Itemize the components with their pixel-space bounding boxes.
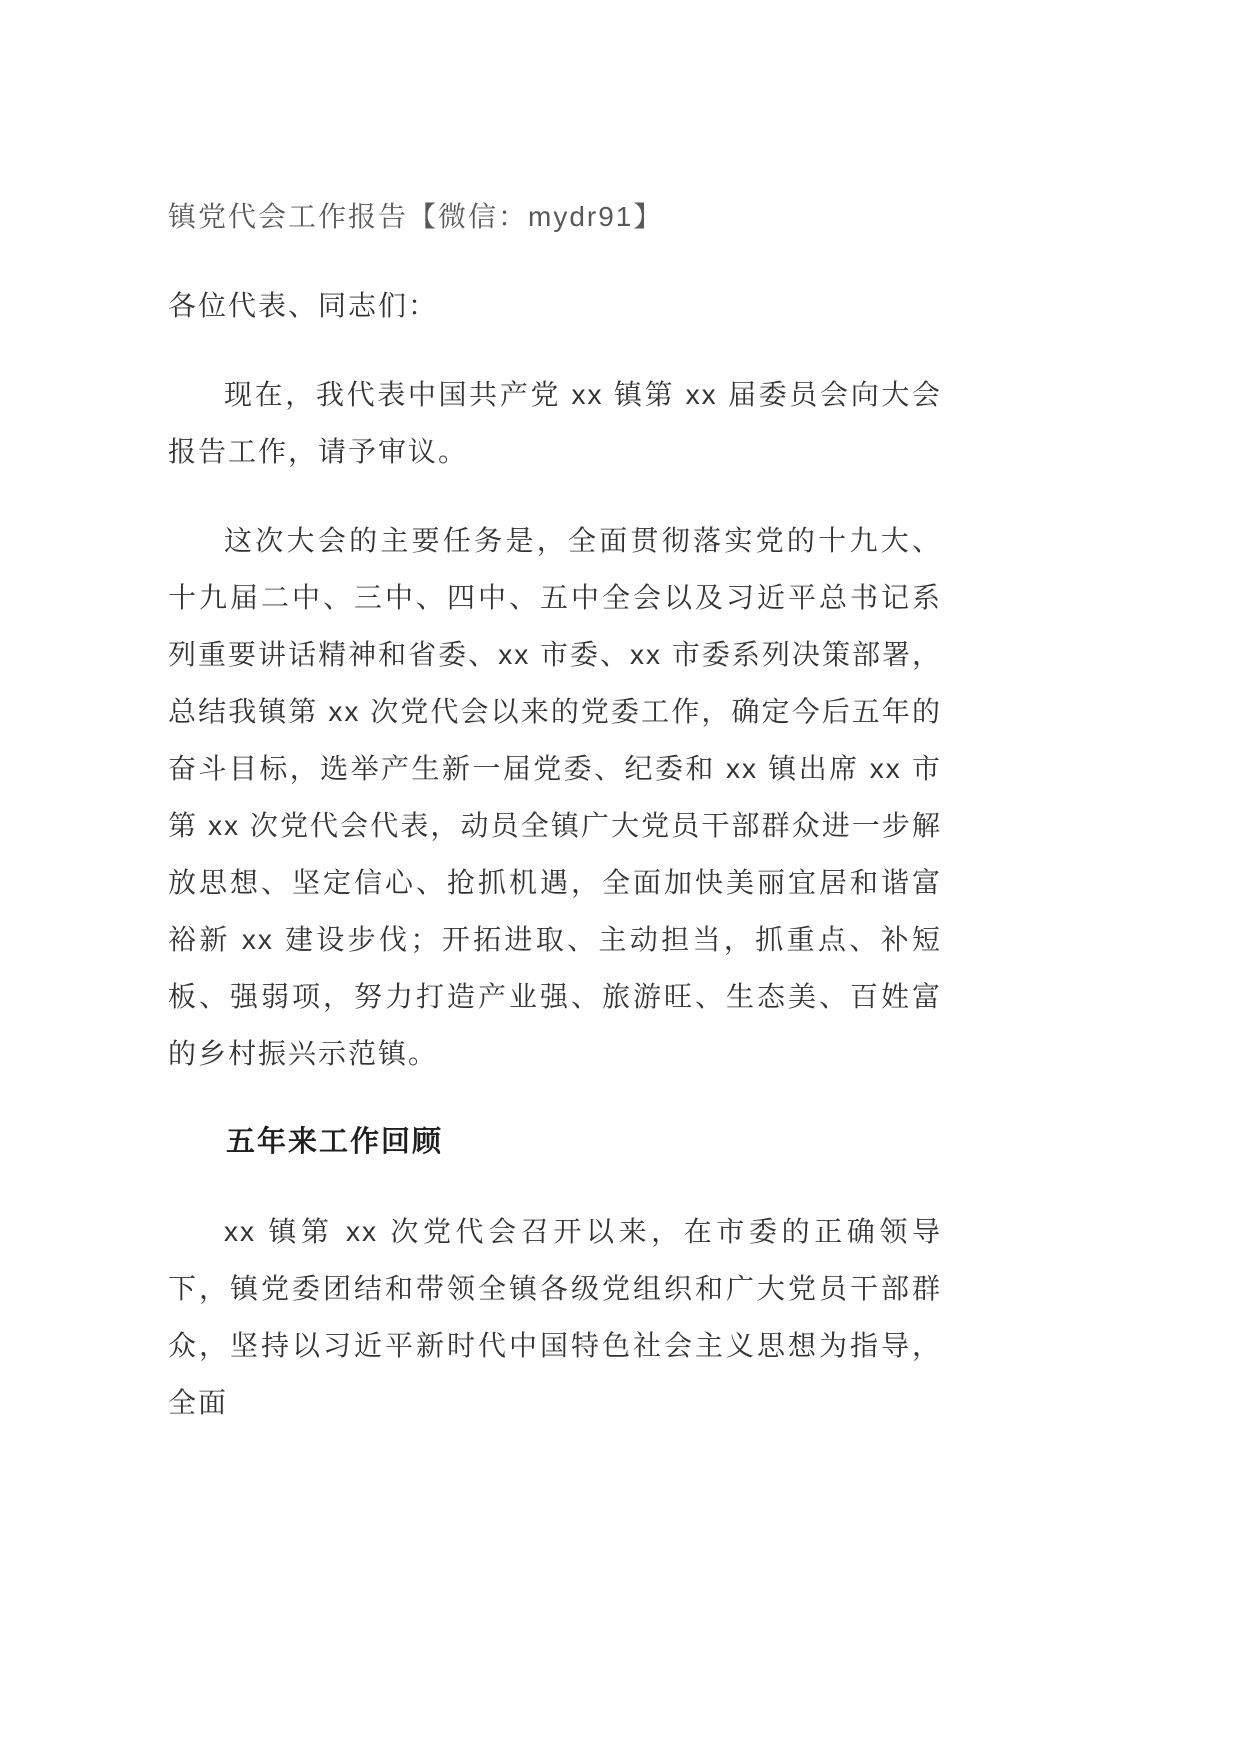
paragraph-introduction: 现在，我代表中国共产党 xx 镇第 xx 届委员会向大会报告工作，请予审议。	[168, 379, 942, 467]
salutation-line: 各位代表、同志们：	[168, 290, 439, 321]
section-heading-five-year-review: 五年来工作回顾	[226, 1126, 444, 1158]
paragraph-main-tasks: 这次大会的主要任务是，全面贯彻落实党的十九大、十九届二中、三中、四中、五中全会以及习近平总书记系列重要讲话精神和省委、xx 市委、xx 市委系列决策部署，总结我镇第 xx 次党代会以来的党委工作，确定今后五年的奋斗目标，选举产生新一届党委、纪委和 xx 镇出席 xx 市第 xx 次党代会代表，动员全镇广大党员干部群众进一步解放思想、坚定信心、抢抓机遇，全面加快美丽宜居和谐富裕新 xx 建设步伐；开拓进取、主动担当，抓重点、补短板、强弱项，努力打造产业强、旅游旺、生态美、百姓富的乡村振兴示范镇。	[168, 525, 942, 1069]
paragraph-review-opening: xx 镇第 xx 次党代会召开以来，在市委的正确领导下，镇党委团结和带领全镇各级党组织和广大党员干部群众，坚持以习近平新时代中国特色社会主义思想为指导，全面	[168, 1216, 942, 1418]
document-title: 镇党代会工作报告【微信：mydr91】	[168, 201, 664, 232]
